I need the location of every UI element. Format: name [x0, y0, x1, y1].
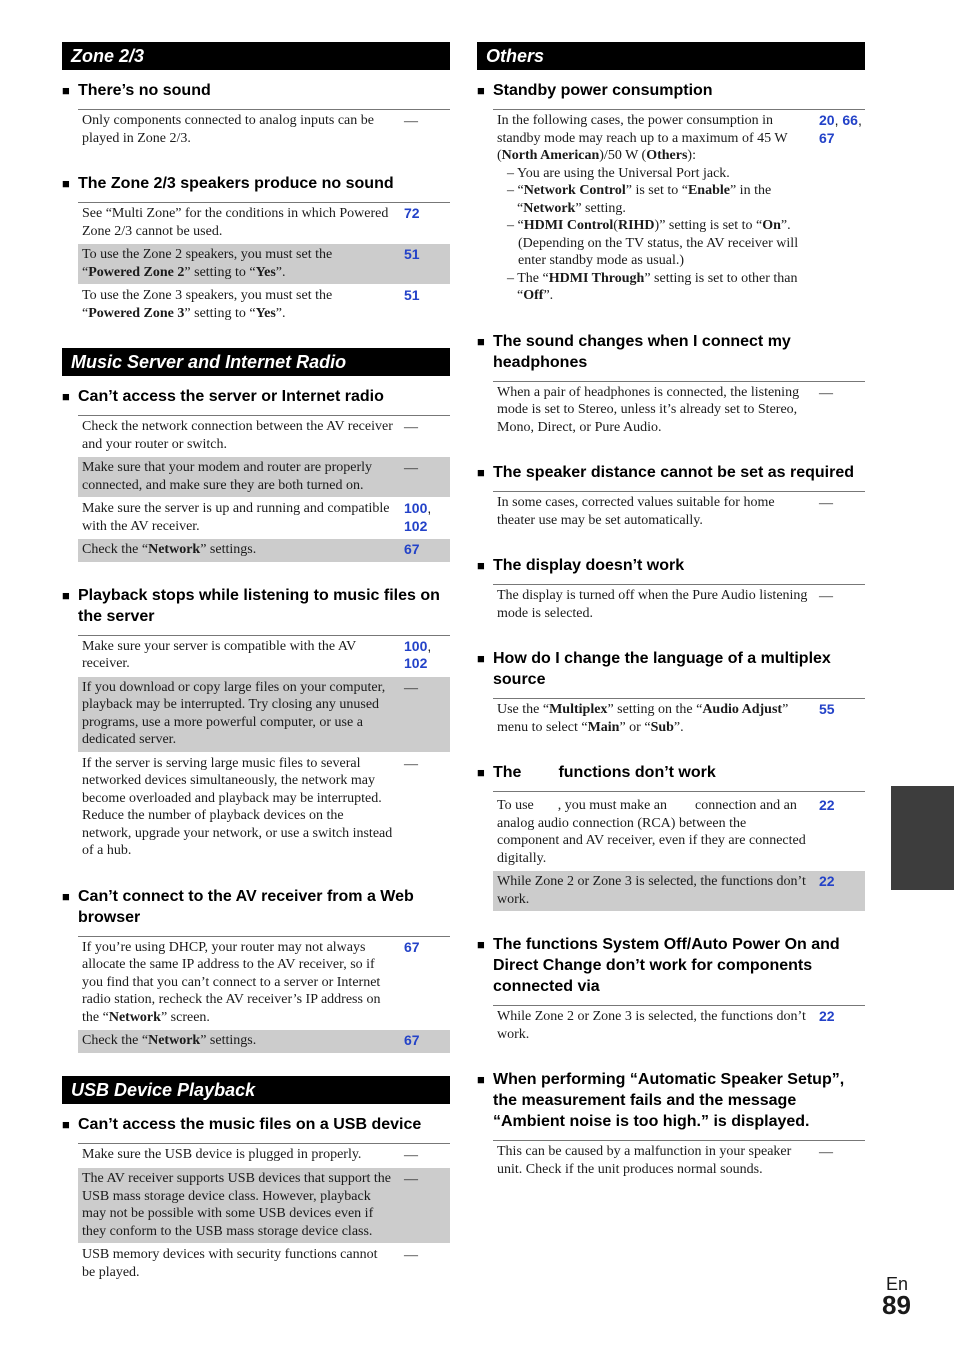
- table-row: In the following cases, the power consumption in standby mode may reach up to a maximum of 45 W (North American)/50 W (Others): – You are using the Universal Port jack. – “Network Control” is set to “Enable” in the “Network” setting. – “HDMI Control(RIHD)” setting is set to “On”. (Depending on the TV status, the AV receiver will enter standby mode as usual.) – The “HDMI Through” setting is set to other than “Off”. 20, 66, 67: [493, 110, 865, 309]
- answer-table: [78, 202, 450, 326]
- table-row: While Zone 2 or Zone 3 is selected, the functions don’t work. 22: [493, 871, 865, 912]
- section-heading-zone: Zone 2/3: [62, 42, 450, 70]
- question-sound-changes-headphones: ■ The sound changes when I connect my headphones: [477, 331, 865, 373]
- question-speaker-distance: ■ The speaker distance cannot be set as required: [477, 462, 865, 483]
- section-heading-usb: USB Device Playback: [62, 1076, 450, 1104]
- table-row: While Zone 2 or Zone 3 is selected, the functions don’t work. 22: [493, 1006, 865, 1047]
- page-link[interactable]: 100: [404, 637, 428, 654]
- answer-table: [493, 491, 865, 533]
- answer-table: [493, 584, 865, 626]
- page-link[interactable]: 22: [819, 797, 835, 813]
- answer-table: [78, 109, 450, 151]
- answer-table: [493, 791, 865, 912]
- answer-table: [493, 109, 865, 309]
- question-cant-access-server: ■ Can’t access the server or Internet radio: [62, 386, 450, 407]
- answer-table: [493, 1140, 865, 1182]
- page-link[interactable]: 67: [819, 129, 835, 146]
- question-playback-stops: ■ Playback stops while listening to music files on the server: [62, 585, 450, 627]
- table-row: If the server is serving large music files to several networked devices simultaneously, the network may become overloaded and playback may be interrupted. Reduce the number of playback devices on the network, upgrade your network, or use a switch instead of a hub. —: [78, 753, 450, 864]
- table-row: The AV receiver supports USB devices that support the USB mass storage device class. However, playback may not be possible with some USB devices even if they conform to the USB mass storage device class. —: [78, 1168, 450, 1244]
- question-multiplex-language: ■ How do I change the language of a multiplex source: [477, 648, 865, 690]
- page-link[interactable]: 72: [404, 205, 420, 221]
- table-row: Check the “Network” settings. 67: [78, 539, 450, 563]
- answer-table: [78, 936, 450, 1054]
- table-row: USB memory devices with security functions cannot be played. —: [78, 1244, 450, 1285]
- table-row: To use , you must make an connection and an analog audio connection (RCA) between the component and AV receiver, even if they are connected digitally. 22: [493, 792, 865, 871]
- table-row: If you download or copy large files on your computer, playback may be interrupted. Try closing any unused programs, use a more powerful computer, or use a dedicated server. —: [78, 677, 450, 753]
- question-cant-connect-web-browser: ■ Can’t connect to the AV receiver from a Web browser: [62, 886, 450, 928]
- question-display-doesnt-work: ■ The display doesn’t work: [477, 555, 865, 576]
- answer-table: [78, 1143, 450, 1286]
- page-link[interactable]: 66: [842, 112, 858, 128]
- table-row: To use the Zone 2 speakers, you must set the “Powered Zone 2” setting to “Yes”. 51: [78, 244, 450, 285]
- page-link[interactable]: 22: [819, 1008, 835, 1024]
- section-heading-music-server: Music Server and Internet Radio: [62, 348, 450, 376]
- table-row: To use the Zone 3 speakers, you must set the “Powered Zone 3” setting to “Yes”. 51: [78, 285, 450, 326]
- section-heading-others: Others: [477, 42, 865, 70]
- table-row: Only components connected to analog inputs can be played in Zone 2/3. —: [78, 110, 450, 151]
- table-row: In some cases, corrected values suitable for home theater use may be set automatically. —: [493, 492, 865, 533]
- answer-table: [78, 415, 450, 563]
- page-link[interactable]: 67: [404, 541, 420, 557]
- answer-table: [493, 381, 865, 441]
- table-row: See “Multi Zone” for the conditions in which Powered Zone 2/3 cannot be used. 72: [78, 203, 450, 244]
- question-zone-speakers-no-sound: ■ The Zone 2/3 speakers produce no sound: [62, 173, 450, 194]
- chapter-tab: [891, 786, 954, 890]
- answer-table: [493, 698, 865, 740]
- question-no-sound: ■ There’s no sound: [62, 80, 450, 101]
- page-link[interactable]: 100: [404, 500, 428, 516]
- page-number: 89: [882, 1290, 911, 1320]
- table-row: Check the network connection between the AV receiver and your router or switch. —: [78, 416, 450, 457]
- table-row: The display is turned off when the Pure Audio listening mode is selected. —: [493, 585, 865, 626]
- question-standby-power: ■ Standby power consumption: [477, 80, 865, 101]
- page-link[interactable]: 55: [819, 701, 835, 717]
- page-link[interactable]: 67: [404, 1032, 420, 1048]
- table-row: Make sure that your modem and router are properly connected, and make sure they are both turned on. —: [78, 457, 450, 498]
- answer-table: [493, 1005, 865, 1047]
- language-label: En: [886, 1274, 909, 1294]
- right-column: [477, 42, 865, 1182]
- table-row: Use the “Multiplex” setting on the “Audio Adjust” menu to select “Main” or “Sub”. 55: [493, 699, 865, 740]
- page-link[interactable]: 102: [404, 655, 428, 671]
- question-system-off-functions: ■ The functions System Off/Auto Power On and Direct Change don’t work for components connected via: [477, 934, 865, 997]
- question-cant-access-usb: ■ Can’t access the music files on a USB device: [62, 1114, 450, 1135]
- page-link[interactable]: 67: [404, 938, 420, 955]
- table-row: Make sure the server is up and running and compatible with the AV receiver. 100, 102: [78, 498, 450, 539]
- page-link[interactable]: 102: [404, 517, 428, 534]
- table-row: Make sure the USB device is plugged in properly. —: [78, 1144, 450, 1169]
- table-row: This can be caused by a malfunction in your speaker unit. Check if the unit produces normal sounds. —: [493, 1141, 865, 1182]
- table-row: When a pair of headphones is connected, the listening mode is set to Stereo, unless it’s already set to Stereo, Mono, Direct, or Pure Audio. —: [493, 382, 865, 441]
- answer-table: [78, 635, 450, 864]
- table-row: Check the “Network” settings. 67: [78, 1030, 450, 1054]
- question-speaker-setup-ambient-noise: ■ When performing “Automatic Speaker Setup”, the measurement fails and the message “Ambient noise is too high.” is displayed.: [477, 1069, 865, 1132]
- page-link[interactable]: 20: [819, 112, 835, 128]
- page-link[interactable]: 51: [404, 246, 420, 262]
- question-functions-dont-work: ■ The functions don’t work: [477, 762, 865, 783]
- table-row: Make sure your server is compatible with the AV receiver. 100, 102: [78, 636, 450, 677]
- table-row: If you’re using DHCP, your router may not always allocate the same IP address to the AV receiver, so if you find that you can’t connect to a server or Internet radio station, recheck the AV receiver’s IP address on the “Network” screen. 67: [78, 937, 450, 1031]
- page-link[interactable]: 22: [819, 873, 835, 889]
- left-column: [62, 42, 450, 1285]
- page-link[interactable]: 51: [404, 287, 420, 303]
